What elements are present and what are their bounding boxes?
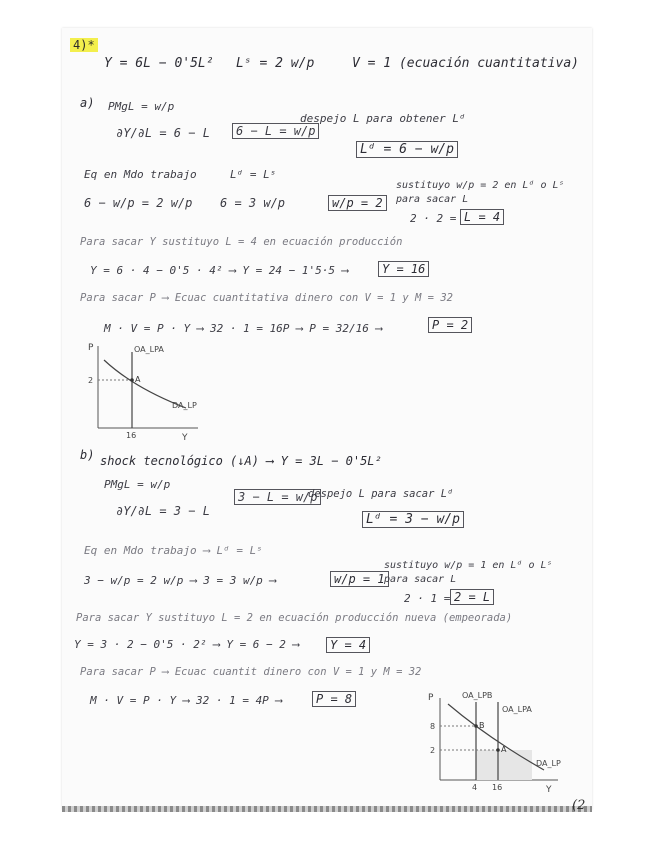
derivative-a: ∂Y/∂L = 6 − L: [116, 126, 210, 140]
p-tick-2: 2: [430, 746, 436, 755]
note-sub-a1: sustituyo w/p = 2 en Lᵈ o Lˢ: [396, 180, 565, 191]
p-note-b: Para sacar P ⟶ Ecuac cuantit dinero con V = 1 y M = 32: [80, 666, 422, 678]
p-result-a: P = 2: [428, 318, 472, 332]
part-b-title: shock tecnológico (↓A) ⟶ Y = 3L − 0'5L²: [100, 454, 382, 468]
y-result-a: Y = 16: [378, 262, 429, 276]
eq-title-b: Eq en Mdo trabajo ⟶ Lᵈ = Lˢ: [84, 544, 263, 557]
graph-b: [418, 688, 568, 800]
ld-result-b: Lᵈ = 3 − w/p: [362, 512, 464, 527]
eq-result-a: w/p = 2: [328, 196, 387, 210]
note-sub-b3: 2 · 1 =: [404, 592, 451, 605]
point-a-label: A: [135, 375, 141, 384]
page-torn-edge: [62, 806, 592, 812]
l-result-b: 2 = L: [450, 590, 494, 604]
da-label-b: DA_LP: [536, 759, 561, 768]
production-function: Y = 6L − 0'5L²: [104, 56, 214, 71]
axis-y-b: Y: [546, 785, 552, 795]
point-b-dot: [474, 724, 478, 728]
p-note-a: Para sacar P ⟶ Ecuac cuantitativa dinero con V = 1 y M = 32: [80, 292, 453, 304]
point-a-dot-b: [496, 748, 500, 752]
note-ld-b: despejo L para sacar Lᵈ: [308, 488, 454, 500]
p-tick-8: 8: [430, 722, 436, 731]
p-calc-b: M · V = P · Y ⟶ 32 · 1 = 4P ⟶: [90, 694, 283, 707]
shaded-region-b: [476, 750, 532, 780]
exercise-number: 4)*: [70, 38, 98, 52]
labor-supply: Lˢ = 2 w/p: [236, 56, 315, 71]
note-sub-a2: para sacar L: [396, 194, 469, 205]
axis-y-a: Y: [182, 433, 188, 443]
graph-a: [86, 338, 206, 448]
note-sub-a3: 2 · 2 =: [410, 212, 457, 225]
da-label-a: DA_LP: [172, 401, 197, 410]
point-a-dot: [130, 378, 134, 382]
eq-title-a: Eq en Mdo trabajo: [84, 168, 197, 181]
note-sub-b1: sustituyo w/p = 1 en Lᵈ o Lˢ: [384, 560, 553, 571]
oa-label-lpa: OA_LPA: [502, 705, 532, 714]
y-note-a: Para sacar Y sustituyo L = 4 en ecuación producción: [80, 236, 403, 248]
oa-label-lpb: OA_LPB: [462, 691, 493, 700]
p-result-b: P = 8: [312, 692, 356, 706]
point-b-label: B: [479, 721, 485, 730]
eq-line-b: 3 − w/p = 2 w/p ⟶ 3 = 3 w/p ⟶: [84, 574, 277, 587]
p-tick-a: 2: [88, 376, 94, 385]
note-ld-a: despejo L para obtener Lᵈ: [300, 112, 466, 125]
boxed-mpl-b: 3 − L = w/p: [234, 490, 321, 504]
y-note-b: Para sacar Y sustituyo L = 2 en ecuación producción nueva (empeorada): [76, 612, 513, 624]
axis-p-a: P: [88, 343, 94, 353]
ld-result-a: Lᵈ = 6 − w/p: [356, 142, 458, 157]
y-result-b: Y = 4: [326, 638, 370, 652]
derivative-b: ∂Y/∂L = 3 − L: [116, 504, 210, 518]
pmgl-a: PMgL = w/p: [108, 100, 175, 113]
y-calc-a: Y = 6 · 4 − 0'5 · 4² ⟶ Y = 24 − 1'5·5 ⟶: [90, 264, 349, 277]
eq-step-a: 6 = 3 w/p: [220, 196, 286, 210]
y-tick-4: 4: [472, 783, 478, 792]
eq-line-a: 6 − w/p = 2 w/p: [84, 196, 193, 210]
part-b-label: b): [80, 448, 95, 462]
page-number: (2: [572, 798, 586, 813]
pmgl-b: PMgL = w/p: [104, 478, 171, 491]
axis-p-b: P: [428, 693, 434, 703]
oa-label-a: OA_LPA: [134, 345, 164, 354]
part-a-label: a): [80, 96, 95, 110]
boxed-mpl-a: 6 − L = w/p: [232, 124, 319, 138]
velocity-note: V = 1 (ecuación cuantitativa): [352, 56, 579, 71]
y-calc-b: Y = 3 · 2 − 0'5 · 2² ⟶ Y = 6 − 2 ⟶: [74, 638, 300, 651]
eq-result-b: w/p = 1: [330, 572, 389, 586]
l-result-a: L = 4: [460, 210, 504, 224]
y-tick-16: 16: [492, 783, 503, 792]
p-calc-a: M · V = P · Y ⟶ 32 · 1 = 16P ⟶ P = 32/16 ⟶: [104, 322, 383, 335]
eq-condition-a: Lᵈ = Lˢ: [230, 168, 277, 181]
note-sub-b2: para sacar L: [384, 574, 457, 585]
point-a-label-b: A: [501, 745, 507, 754]
y-tick-a: 16: [126, 431, 137, 440]
